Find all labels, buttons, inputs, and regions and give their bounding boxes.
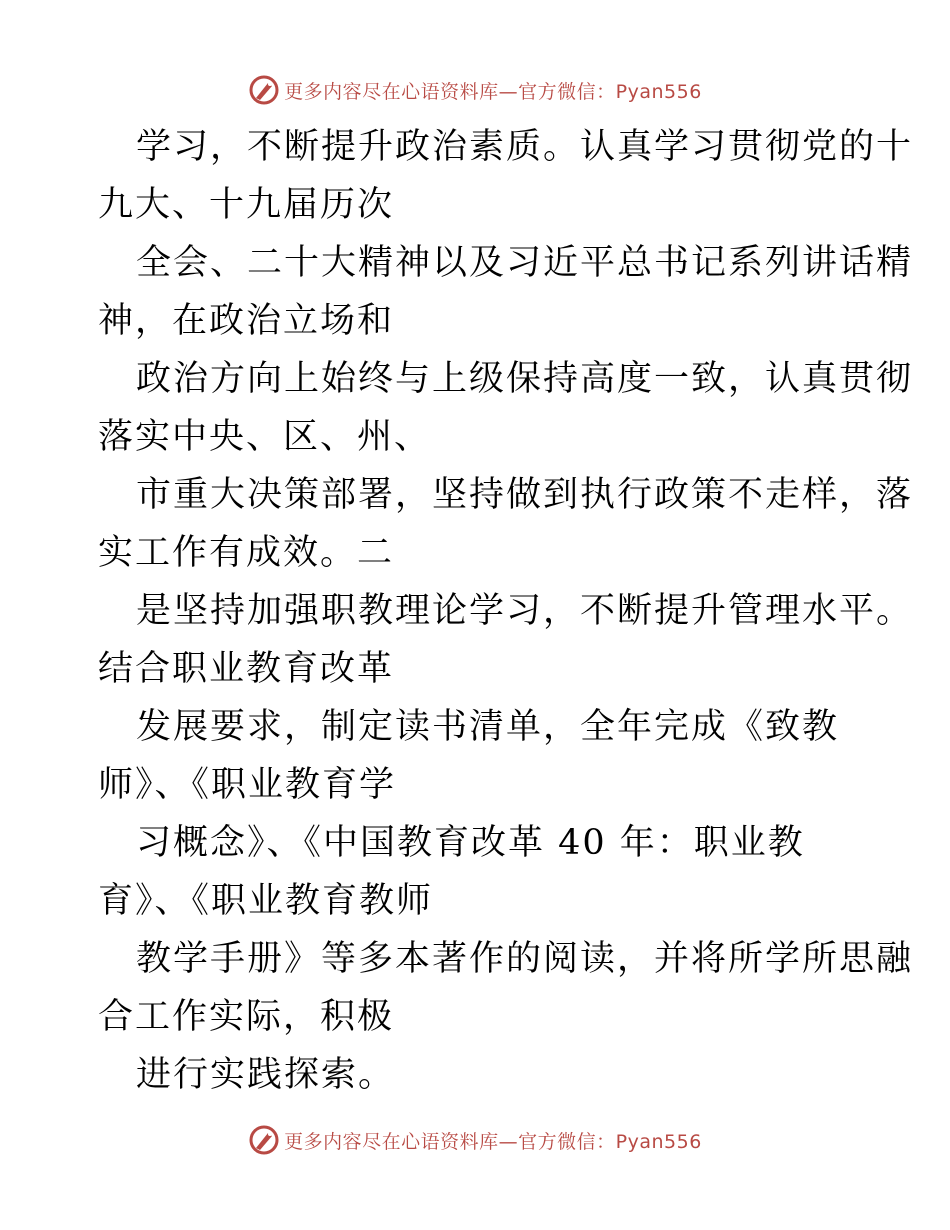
text-line: 学习，不断提升政治素质。认真学习贯彻党的十 xyxy=(136,127,914,167)
pen-logo-icon xyxy=(248,1124,280,1156)
text-line: 进行实践探索。 xyxy=(136,1055,396,1095)
text-line: 发展要求，制定读书清单，全年完成《致教 xyxy=(136,707,840,747)
text-line: 落实中央、区、州、 xyxy=(98,417,432,457)
text-line: 合工作实际，积极 xyxy=(98,997,395,1037)
text-line: 育》、《职业教育教师 xyxy=(98,881,434,921)
text-line: 九大、十九届历次 xyxy=(98,185,395,225)
header-banner xyxy=(0,70,950,110)
text-line: 师》、《职业教育学 xyxy=(98,765,397,805)
footer-banner xyxy=(0,1120,950,1160)
document-body xyxy=(98,118,914,1104)
text-line: 神，在政治立场和 xyxy=(98,301,395,341)
pen-logo-icon xyxy=(248,74,280,106)
text-line: 结合职业教育改革 xyxy=(98,649,395,689)
header-text: 更多内容尽在心语资料库—官方微信：Pyan556 xyxy=(284,80,702,103)
footer-text: 更多内容尽在心语资料库—官方微信：Pyan556 xyxy=(284,1130,702,1153)
text-line: 市重大决策部署，坚持做到执行政策不走样，落 xyxy=(136,475,914,515)
text-line: 实工作有成效。二 xyxy=(98,533,395,573)
text-line: 政治方向上始终与上级保持高度一致，认真贯彻 xyxy=(136,359,914,399)
text-line: 是坚持加强职教理论学习，不断提升管理水平。 xyxy=(136,591,914,631)
text-line: 教学手册》等多本著作的阅读，并将所学所思融 xyxy=(136,939,914,979)
text-line: 习概念》、《中国教育改革 40 年：职业教 xyxy=(136,823,805,863)
text-line: 全会、二十大精神以及习近平总书记系列讲话精 xyxy=(136,243,914,283)
